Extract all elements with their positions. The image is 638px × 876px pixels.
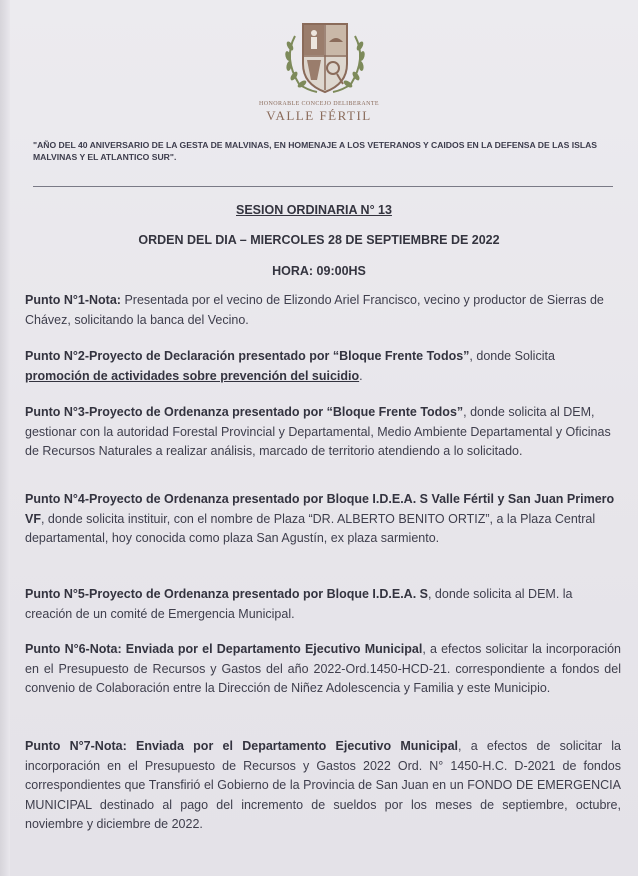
- agenda-item-text: Presentada por el vecino de Elizondo Ariel Francisco, vecino y productor de Sierras de Chávez, solicitando la banca del Vecino.: [25, 293, 604, 327]
- agenda-item-6: [25, 640, 621, 699]
- agenda-item-lead: Punto N°4-Proyecto de Ordenanza presentado por Bloque I.D.E.A. S Valle Fértil y San Juan Primero VF: [25, 492, 615, 526]
- agenda-item-lead: Punto N°6-Nota: Enviada por el Departamento Ejecutivo Municipal: [25, 642, 423, 656]
- agenda-item-3: [25, 403, 621, 462]
- agenda-item-1: [25, 291, 621, 330]
- agenda-item-text: , donde solicita al DEM, gestionar con la autoridad Forestal Provincial y Departamental, Medio Ambiente Departamental y Oficinas de Recursos Naturales a realizar análisis, marcado de territorio atendiendo a lo solicitado.: [25, 405, 611, 458]
- header-divider: [33, 186, 613, 187]
- session-time: HORA: 09:00HS: [272, 264, 366, 278]
- agenda-item-text: , donde solicita al DEM. la creación de un comité de Emergencia Municipal.: [25, 587, 573, 621]
- agenda-item-text: , donde Solicita: [469, 349, 555, 363]
- council-subtitle: HONORABLE CONCEJO DELIBERANTE: [259, 101, 379, 107]
- agenda-item-2: [25, 347, 621, 386]
- agenda-item-text: , a efectos solicitar la incorporación en el Presupuesto de Recursos y Gastos del año 2022-Ord.1450-HCD-21. correspondiente a fondos del convenio de Colaboración entre la Dirección de Niñez Adolescencia y Familia y este Municipio.: [25, 642, 621, 695]
- council-name: VALLE FÉRTIL: [266, 108, 372, 123]
- year-motto: "AÑO DEL 40 ANIVERSARIO DE LA GESTA DE MALVINAS, EN HOMENAJE A LOS VETERANOS Y CAIDOS EN LA DEFENSA DE LAS ISLAS MALVINAS Y EL ATLANTICO SUR".: [33, 140, 598, 162]
- agenda-item-lead: Punto N°3-Proyecto de Ordenanza presentado por “Bloque Frente Todos”: [25, 405, 464, 419]
- agenda-item-tail: .: [359, 368, 363, 383]
- agenda-item-lead: Punto N°5-Proyecto de Ordenanza presentado por Bloque I.D.E.A. S: [25, 587, 428, 601]
- agenda-item-lead: Punto N°7-Nota: Enviada por el Departamento Ejecutivo Municipal: [25, 739, 458, 753]
- agenda-item-emphasis: promoción de actividades sobre prevención del suicidio: [25, 368, 360, 383]
- agenda-item-lead: Punto N°2-Proyecto de Declaración presentado por “Bloque Frente Todos”: [25, 349, 470, 363]
- agenda-item-4: [25, 490, 621, 549]
- agenda-item-text: , a efectos de solicitar la incorporación en el Presupuesto de Recursos y Gastos 2022 Ord. N° 1450-H.C. D-2021 de fondos correspondientes que Transfirió el Gobierno de la Provincia de San Juan en un FONDO DE EMERGENCIA MUNICIPAL destinado al pago del incremento de sueldos por los meses de septiembre, octubre, noviembre y diciembre de 2022.: [25, 739, 621, 831]
- council-crest-logo: [277, 18, 373, 98]
- agenda-item-7: [25, 737, 621, 835]
- agenda-item-lead: Punto N°1-Nota:: [25, 293, 121, 307]
- session-title: SESION ORDINARIA N° 13: [236, 203, 392, 217]
- agenda-heading: ORDEN DEL DIA – MIERCOLES 28 DE SEPTIEMBRE DE 2022: [138, 233, 500, 247]
- agenda-item-5: [25, 585, 621, 624]
- page-edge-shadow: [0, 0, 10, 876]
- agenda-item-text: , donde solicita instituir, con el nombre de Plaza “DR. ALBERTO BENITO ORTIZ”, a la Plaza Central departamental, hoy conocida como plaza San Agustín, ex plaza sarmiento.: [25, 511, 596, 545]
